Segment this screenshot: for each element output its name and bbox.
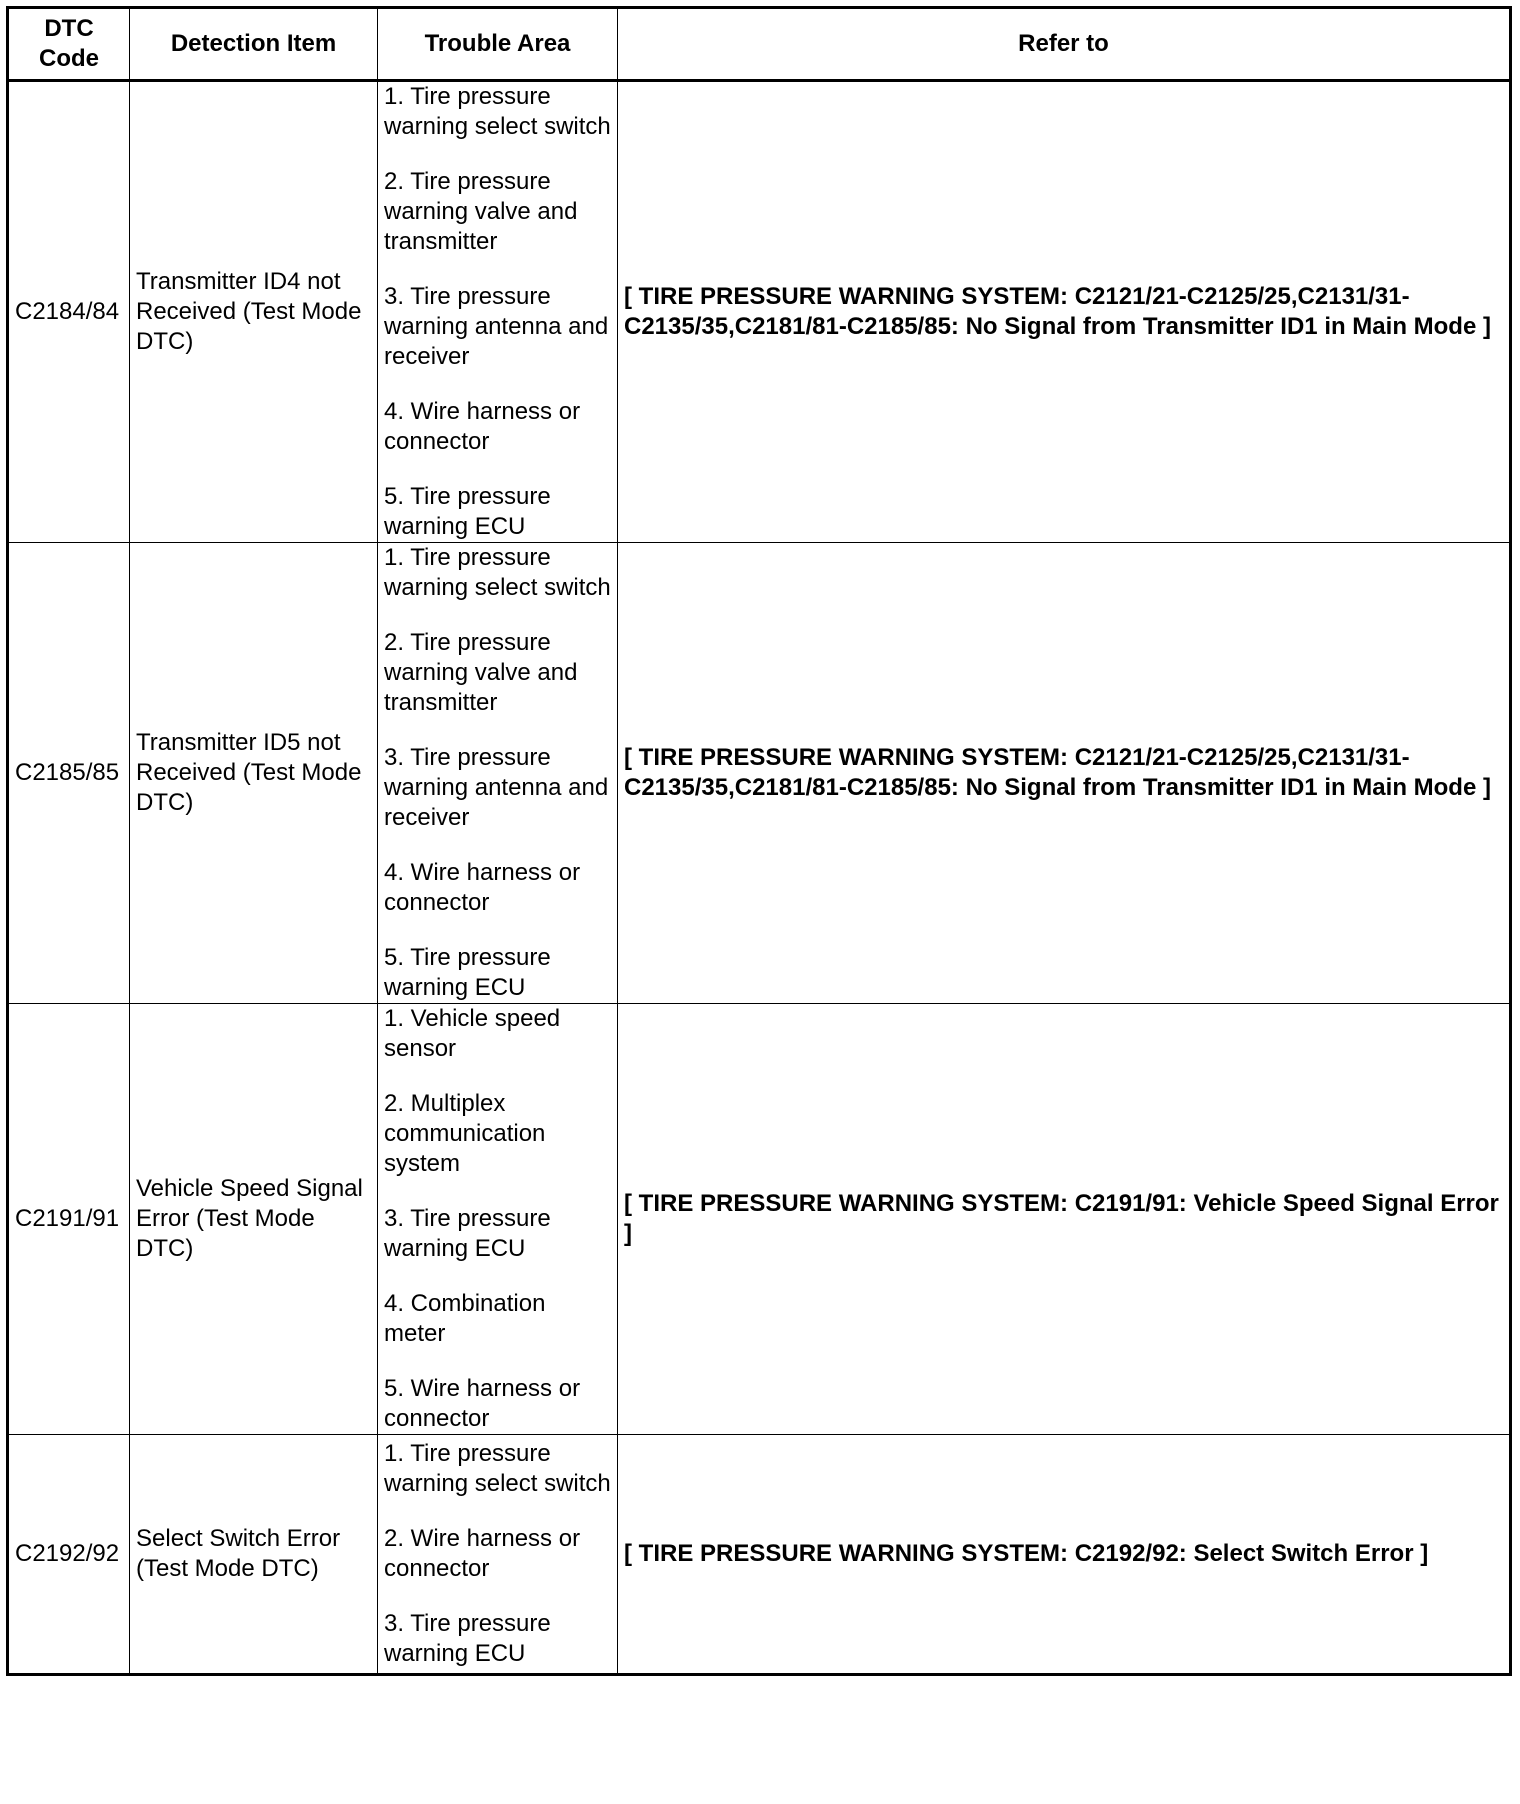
trouble-area-item: 4. Combination meter — [384, 1290, 546, 1347]
detection-item-cell: Transmitter ID5 not Received (Test Mode DTC) — [130, 543, 378, 1004]
header-row — [8, 8, 1511, 81]
dtc-table — [6, 6, 1512, 1676]
trouble-area-item: 3. Tire pressure warning antenna and receiver — [384, 283, 609, 370]
trouble-area-item: 1. Vehicle speed sensor — [384, 1005, 561, 1062]
table-body — [8, 81, 1511, 1675]
dtc-code-cell: C2192/92 — [8, 1435, 130, 1675]
table-row — [8, 543, 1511, 1004]
header-trouble-area: Trouble Area — [378, 8, 618, 81]
trouble-area-item: 2. Multiplex communication system — [384, 1090, 546, 1177]
trouble-area-item: 1. Tire pressure warning select switch — [384, 544, 611, 601]
trouble-area-item: 1. Tire pressure warning select switch — [384, 1440, 611, 1497]
trouble-area-cell — [378, 1004, 618, 1435]
table-row — [8, 1004, 1511, 1435]
trouble-area-item: 4. Wire harness or connector — [384, 859, 581, 916]
trouble-area-cell — [378, 81, 618, 543]
trouble-area-item: 5. Tire pressure warning ECU — [384, 483, 551, 540]
trouble-area-item: 1. Tire pressure warning select switch — [384, 83, 611, 140]
trouble-area-item: 5. Tire pressure warning ECU — [384, 944, 551, 1001]
refer-to-cell: [ TIRE PRESSURE WARNING SYSTEM: C2191/91: Vehicle Speed Signal Error ] — [618, 1004, 1511, 1435]
refer-to-cell: [ TIRE PRESSURE WARNING SYSTEM: C2121/21-C2125/25,C2131/31-C2135/35,C2181/81-C2185/85: No Signal from Transmitter ID1 in Main Mode ] — [618, 543, 1511, 1004]
header-refer-to: Refer to — [618, 8, 1511, 81]
trouble-area-item: 4. Wire harness or connector — [384, 398, 581, 455]
trouble-area-item: 3. Tire pressure warning antenna and receiver — [384, 744, 609, 831]
dtc-code-cell: C2185/85 — [8, 543, 130, 1004]
detection-item-cell: Vehicle Speed Signal Error (Test Mode DTC) — [130, 1004, 378, 1435]
refer-to-cell: [ TIRE PRESSURE WARNING SYSTEM: C2192/92: Select Switch Error ] — [618, 1435, 1511, 1675]
trouble-area-cell — [378, 1435, 618, 1675]
table-row — [8, 81, 1511, 543]
detection-item-cell: Select Switch Error (Test Mode DTC) — [130, 1435, 378, 1675]
trouble-area-item: 2. Tire pressure warning valve and transmitter — [384, 168, 578, 255]
refer-to-cell: [ TIRE PRESSURE WARNING SYSTEM: C2121/21-C2125/25,C2131/31-C2135/35,C2181/81-C2185/85: No Signal from Transmitter ID1 in Main Mode ] — [618, 81, 1511, 543]
table-header — [8, 8, 1511, 81]
table-row — [8, 1435, 1511, 1675]
trouble-area-item: 3. Tire pressure warning ECU — [384, 1610, 551, 1667]
trouble-area-item: 3. Tire pressure warning ECU — [384, 1205, 551, 1262]
trouble-area-cell — [378, 543, 618, 1004]
dtc-code-cell: C2191/91 — [8, 1004, 130, 1435]
trouble-area-item: 2. Tire pressure warning valve and transmitter — [384, 629, 578, 716]
trouble-area-item: 2. Wire harness or connector — [384, 1525, 581, 1582]
trouble-area-item: 5. Wire harness or connector — [384, 1375, 581, 1432]
header-dtc-code: DTC Code — [8, 8, 130, 81]
dtc-code-cell: C2184/84 — [8, 81, 130, 543]
detection-item-cell: Transmitter ID4 not Received (Test Mode DTC) — [130, 81, 378, 543]
header-detection-item: Detection Item — [130, 8, 378, 81]
